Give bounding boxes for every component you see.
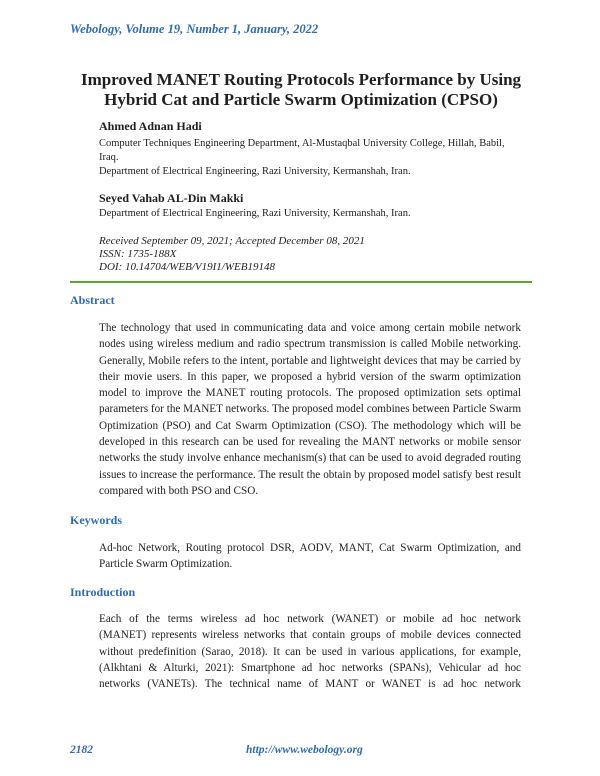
author-name-1: Ahmed Adnan Hadi	[99, 119, 202, 133]
introduction-line: (Alkhtani & Alturki, 2021): Smartphone ad hoc networks (SPANs), Vehicular ad hoc	[99, 661, 521, 674]
introduction-heading: Introduction	[70, 585, 136, 599]
introduction-line: without predefinition (Sarao, 2018). It can be used in various applications, for example,	[99, 645, 521, 658]
abstract-line: parameters for the MANET networks. The proposed model combines between Particle Swarm	[99, 403, 522, 416]
title-line-2: Hybrid Cat and Particle Swarm Optimization (CPSO)	[104, 90, 498, 109]
abstract-line: The technology that used in communicating data and voice among certain mobile network	[99, 322, 521, 334]
author-affiliation-1	[99, 137, 529, 179]
affiliation-line: Department of Electrical Engineering, Razi University, Kermanshah, Iran.	[99, 166, 411, 177]
publication-meta	[99, 235, 365, 274]
paper-title	[70, 70, 532, 110]
affiliation-line: Department of Electrical Engineering, Razi University, Kermanshah, Iran.	[99, 208, 411, 219]
keywords-line: Particle Swarm Optimization.	[99, 558, 233, 571]
abstract-line: nodes using wireless medium and radio spectrum transmission is called Mobile networking.	[99, 338, 521, 351]
abstract-line: issues to increase the performance. The result the obtain by proposed model satisfy best result	[99, 468, 521, 481]
running-head: Webology, Volume 19, Number 1, January, 2022	[70, 22, 319, 36]
section-divider	[70, 281, 532, 283]
abstract-line: Optimization (PSO) and Cat Swarm Optimization (CSO). The methodology which will be	[99, 419, 521, 432]
issn: ISSN: 1735-188X	[99, 248, 177, 260]
received-date: Received September 09, 2021; Accepted December 08, 2021	[99, 235, 365, 247]
author-name-2: Seyed Vahab AL-Din Makki	[99, 191, 244, 205]
abstract-heading: Abstract	[70, 293, 115, 307]
abstract-body	[99, 320, 521, 499]
affiliation-line: Computer Techniques Engineering Department, Al-Mustaqbal University College, Hillah, Babil,	[99, 138, 505, 149]
abstract-line: model to improve the MANET routing protocols. The proposed optimization sets optimal	[99, 387, 521, 400]
title-line-1: Improved MANET Routing Protocols Performance by Using	[80, 70, 522, 89]
keywords-heading: Keywords	[70, 513, 122, 527]
abstract-line: Generally, Mobile refers to the intent, portable and lightweight devices that may be carried by	[99, 354, 521, 367]
abstract-line: their movie users. In this paper, we proposed a hybrid version of the swarm optimization	[99, 370, 521, 383]
page-number: 2182	[70, 744, 93, 756]
keywords-body	[99, 540, 521, 573]
keywords-line: Ad-hoc Network, Routing protocol DSR, AODV, MANT, Cat Swarm Optimization, and	[99, 542, 521, 554]
introduction-line: Each of the terms wireless ad hoc network (WANET) or mobile ad hoc network	[99, 613, 521, 625]
journal-url-link[interactable]: http://www.webology.org	[246, 744, 363, 756]
abstract-line: compared with both PSO and CSO.	[99, 484, 259, 497]
doi: DOI: 10.14704/WEB/V19I1/WEB19148	[99, 261, 275, 273]
introduction-line: (MANET) represents wireless networks that contain groups of mobile devices connected	[99, 629, 521, 642]
introduction-line: networks (VANETs). The technical name of MANT or WANET is ad hoc network	[99, 678, 521, 691]
author-affiliation-2	[99, 207, 529, 221]
introduction-body	[99, 611, 521, 692]
abstract-line: developed in this research can be used for revealing the MANT networks or mobile sensor	[99, 436, 521, 449]
affiliation-line: Iraq.	[99, 152, 119, 163]
abstract-line: networks the study involve enhance mechanism(s) that can be used to avoid degraded routing	[99, 452, 521, 465]
